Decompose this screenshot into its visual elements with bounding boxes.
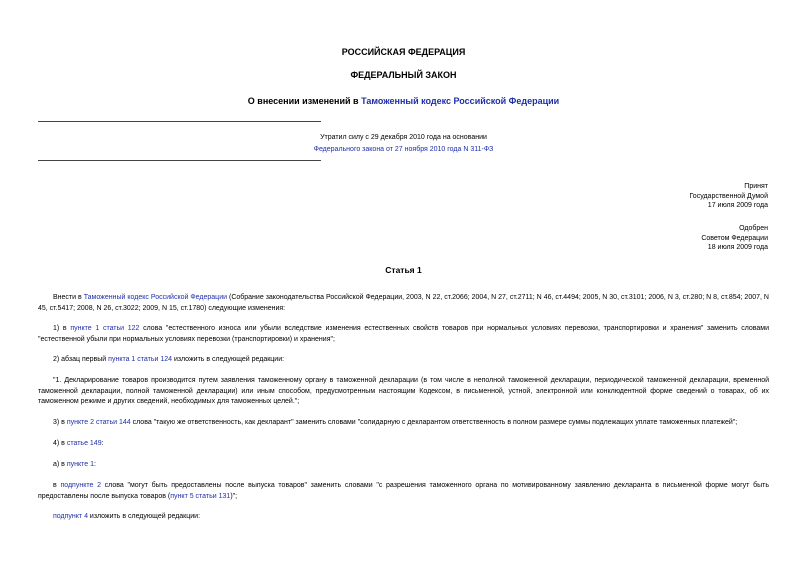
- divider-bottom: [38, 160, 321, 161]
- paragraph-text: а) в: [53, 461, 67, 468]
- adopted-body: Государственной Думой: [689, 192, 768, 200]
- adopted-date: 17 июля 2009 года: [707, 202, 768, 209]
- paragraph-5: [38, 439, 769, 450]
- paragraph-text: изложить в следующей редакции:: [172, 356, 285, 363]
- paragraph-3: [38, 376, 769, 408]
- article-149-link[interactable]: статье 149: [66, 440, 102, 447]
- paragraph-text: :: [94, 461, 96, 468]
- law-title: [0, 96, 807, 106]
- paragraph-text: слова "естественного износа или убыли вследствие изменения естественных свойств товаров при нормальных условиях перевозки, транспортировки и хранения" заменить словами "естественной убыли при нормальных условиях перевозки (транспортировки) и хранения";: [38, 325, 770, 343]
- paragraph-text: изложить в следующей редакции:: [87, 513, 201, 520]
- paragraph-8: [38, 512, 769, 523]
- approved-body: Советом Федерации: [701, 234, 768, 242]
- divider-top: [38, 121, 321, 122]
- approved-label: Одобрен: [739, 225, 768, 232]
- status-line: Утратил силу с 29 декабря 2010 года на основании: [320, 134, 487, 141]
- paragraph-text: 3) в: [53, 419, 67, 426]
- adopted-block: [689, 182, 768, 211]
- paragraph-text: (Собрание законодательства Российской Федерации, 2003, N 22, ст.2066; 2004, N 27, ст.2711; N 46, ст.4494; 2005, N 30, ст.3101; 2006, N 3, ст.280; N 8, ст.854; 2007, N 45, ст.5417; 2008, N 26, ст.3022; 2009, N 15, ст.1780) следующие изменения:: [38, 294, 769, 312]
- paragraph-intro: [38, 293, 769, 314]
- paragraph-text: слова "могут быть предоставлены после выпуска товаров" заменить словами "с разрешения таможенного органа по мотивированному заявлению декларанта в письменной форме могут быть предоставлены после выпуска товаров (: [38, 482, 769, 500]
- repeal-law-link[interactable]: Федерального закона от 27 ноября 2010 года N 311-ФЗ: [313, 146, 494, 153]
- customs-code-ref-link[interactable]: Таможенный кодекс Российской Федерации: [83, 294, 228, 301]
- paragraph-text: Внести в: [53, 294, 84, 301]
- article-131-link[interactable]: пункт 5 статьи 131: [170, 492, 231, 500]
- article-title: Статья 1: [385, 265, 422, 275]
- point-1-link[interactable]: пункте 1: [66, 461, 94, 468]
- paragraph-text: "1. Декларирование товаров производится путем заявления таможенному органу в таможенной декларации (в том числе в неполной таможенной декларации, периодической таможенной декларации, временной таможенной декларации, полной таможенной декларации) или иным способом, предусмотренным настоящим Кодексом, в письменной, устной, электронной или конклюдентной форме сведений о товарах, об их таможенном режиме и других сведений, необходимых для таможенных целей.";: [38, 377, 769, 405]
- paragraph-text: )";: [230, 492, 238, 500]
- paragraph-text: :: [101, 440, 104, 447]
- adopted-label: Принят: [744, 183, 768, 190]
- subpoint-2-link[interactable]: подпункте 2: [60, 482, 101, 489]
- subpoint-4-link[interactable]: подпункт 4: [53, 513, 88, 520]
- paragraph-text: слова "такую же ответственность, как декларант" заменить словами "солидарную с декларантом ответственность в полном размере суммы подлежащих уплате таможенных платежей";: [130, 419, 738, 426]
- paragraph-1: [38, 324, 769, 345]
- approved-date: 18 июля 2009 года: [707, 244, 768, 251]
- article-122-link[interactable]: пункте 1 статьи 122: [70, 325, 140, 332]
- customs-code-link[interactable]: Таможенный кодекс Российской Федерации: [361, 96, 560, 106]
- article-144-link[interactable]: пункте 2 статьи 144: [66, 419, 131, 426]
- country-heading: РОССИЙСКАЯ ФЕДЕРАЦИЯ: [341, 47, 466, 57]
- paragraph-text: в: [53, 482, 61, 489]
- paragraph-text: 4) в: [53, 440, 67, 447]
- law-title-prefix: О внесении изменений в: [247, 96, 362, 106]
- paragraph-4: [38, 418, 769, 429]
- paragraph-text: 2) абзац первый: [53, 356, 109, 363]
- paragraph-2: [38, 355, 769, 366]
- paragraph-text: 1) в: [53, 325, 71, 332]
- law-type-heading: ФЕДЕРАЛЬНЫЙ ЗАКОН: [350, 70, 457, 80]
- article-124-link[interactable]: пункта 1 статьи 124: [108, 356, 173, 363]
- paragraph-7: [38, 481, 769, 502]
- approved-block: [701, 224, 768, 253]
- paragraph-6: [38, 460, 769, 471]
